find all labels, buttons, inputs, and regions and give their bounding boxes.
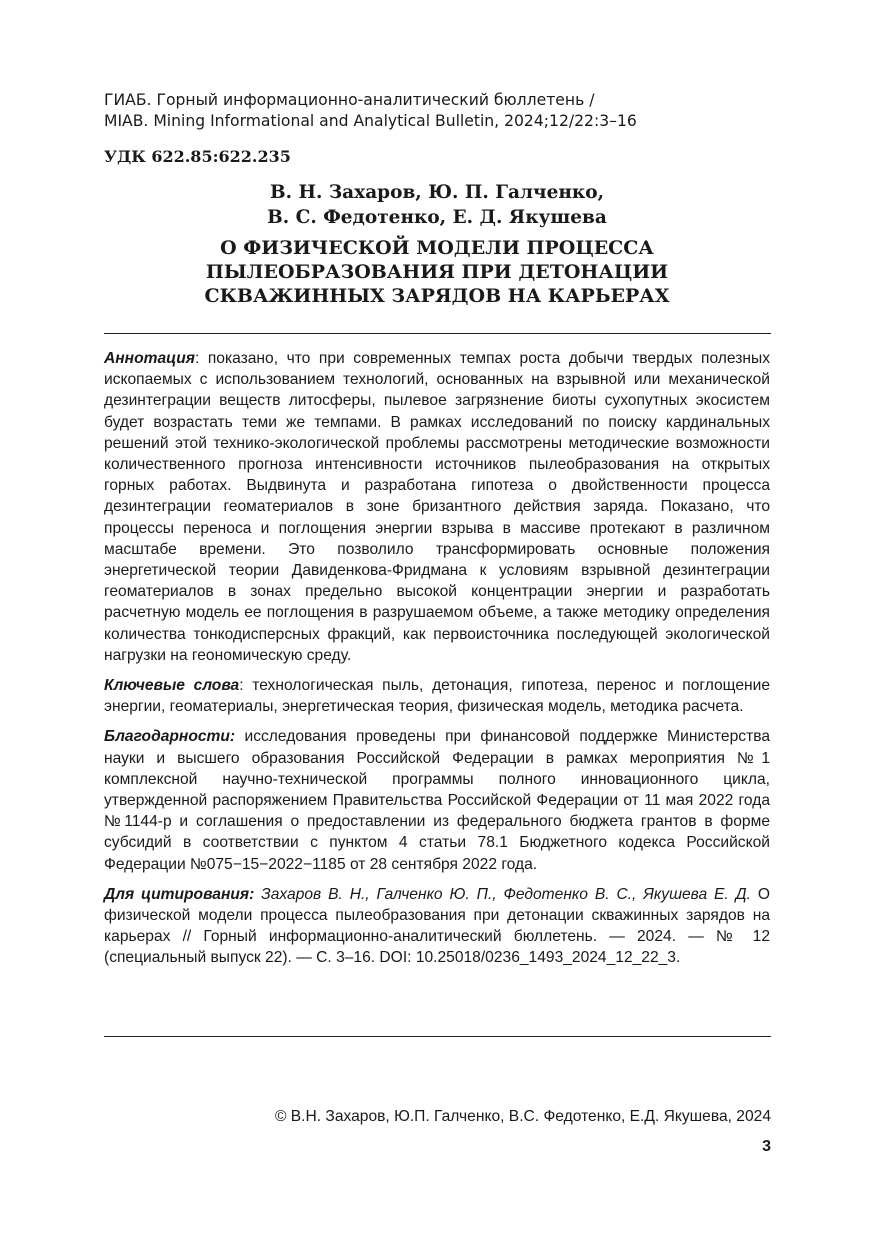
bottom-divider <box>104 1036 771 1037</box>
keywords-label: Ключевые слова <box>104 677 240 695</box>
acknowledgments-paragraph <box>104 726 770 874</box>
citation-text: О физической модели процесса пылеобразования при детонации скважинных зарядов на карьерах // Горный информационно-аналитический бюллетень. — 2024. — № 12 (специальный выпуск 22). — С. 3–16. DOI: 10.25018/0236_1493_2024_12_22_3. <box>104 885 770 967</box>
top-divider <box>104 333 771 334</box>
authors-line: В. Н. Захаров, Ю. П. Галченко, <box>269 182 605 203</box>
keywords-paragraph <box>104 675 770 717</box>
title-line: ПЫЛЕОБРАЗОВАНИЯ ПРИ ДЕТОНАЦИИ <box>205 261 669 283</box>
abstract-label: Аннотация <box>104 350 195 367</box>
article-title <box>104 236 770 308</box>
journal-header <box>104 90 784 132</box>
citation-authors: Захаров В. Н., Галченко Ю. П., Федотенко В. С., Якушева Е. Д. <box>254 885 751 903</box>
article-authors <box>104 180 770 230</box>
journal-name-en: MIAB. Mining Informational and Analytical Bulletin, 2024;12/22:3–16 <box>104 112 637 130</box>
citation-label: Для цитирования: <box>104 885 255 903</box>
citation-paragraph <box>104 884 770 969</box>
journal-name-ru: ГИАБ. Горный информационно-аналитический бюллетень / <box>104 91 595 109</box>
abstract-paragraph <box>104 348 770 666</box>
copyright-notice: © В.Н. Захаров, Ю.П. Галченко, В.С. Федотенко, Е.Д. Якушева, 2024 <box>274 1108 771 1125</box>
title-line: СКВАЖИННЫХ ЗАРЯДОВ НА КАРЬЕРАХ <box>204 285 670 307</box>
page-number: 3 <box>762 1138 771 1155</box>
authors-line: В. С. Федотенко, Е. Д. Якушева <box>267 207 607 228</box>
title-line: О ФИЗИЧЕСКОЙ МОДЕЛИ ПРОЦЕССА <box>220 237 654 259</box>
abstract-text: : показано, что при современных темпах роста добычи твердых полезных ископаемых с использованием технологий, основанных на взрывной или механической дезинтеграции веществ литосферы, пылевое загрязнение биоты сухопутных экосистем будет возрастать теми же темпами. В рамках исследований по поиску кардинальных решений этой технико-экологической проблемы рассмотрены методические возможности количественного прогноза интенсивности источников пылеобразования на открытых горных работах. Выдвинута и разработана гипотеза о двойственности процесса дезинтеграции геоматериалов в зоне бризантного действия заряда. Показано, что процессы переноса и поглощения энергии взрыва в массиве протекают в различном масштабе времени. Это позволило трансформировать основные положения энергетической теории Давиденкова-Фридмана к условиям взрывной дезинтеграции геоматериалов в зонах предельно высокой концентрации энергии и разработать расчетную модель ее поглощения в разрушаемом объеме, а также методику определения количества тонкодисперсных фракций, как первоисточника последующей экологической нагрузки на геономическую среду. <box>104 350 770 664</box>
acknowledgments-text: исследования проведены при финансовой поддержке Министерства науки и высшего образования Российской Федерации в рамках мероприятия №1 комплексной научно-технической программы полного инновационного цикла, утвержденной распоряжением Правительства Российской Федерации от 11 мая 2022 года №1144-р и соглашения о предоставлении из федерального бюджета грантов в форме субсидий в соответствии с пунктом 4 статьи 78.1 Бюджетного кодекса Российской Федерации №075−15−2022−1185 от 28 сентября 2022 года. <box>104 728 770 873</box>
acknowledgments-label: Благодарности: <box>104 728 236 746</box>
keywords-text: : технологическая пыль, детонация, гипотеза, перенос и поглощение энергии, геоматериалы, энергетическая теория, физическая модель, методика расчета. <box>104 677 771 716</box>
abstract-block <box>104 348 770 978</box>
udk-code: УДК 622.85:622.235 <box>104 147 291 166</box>
